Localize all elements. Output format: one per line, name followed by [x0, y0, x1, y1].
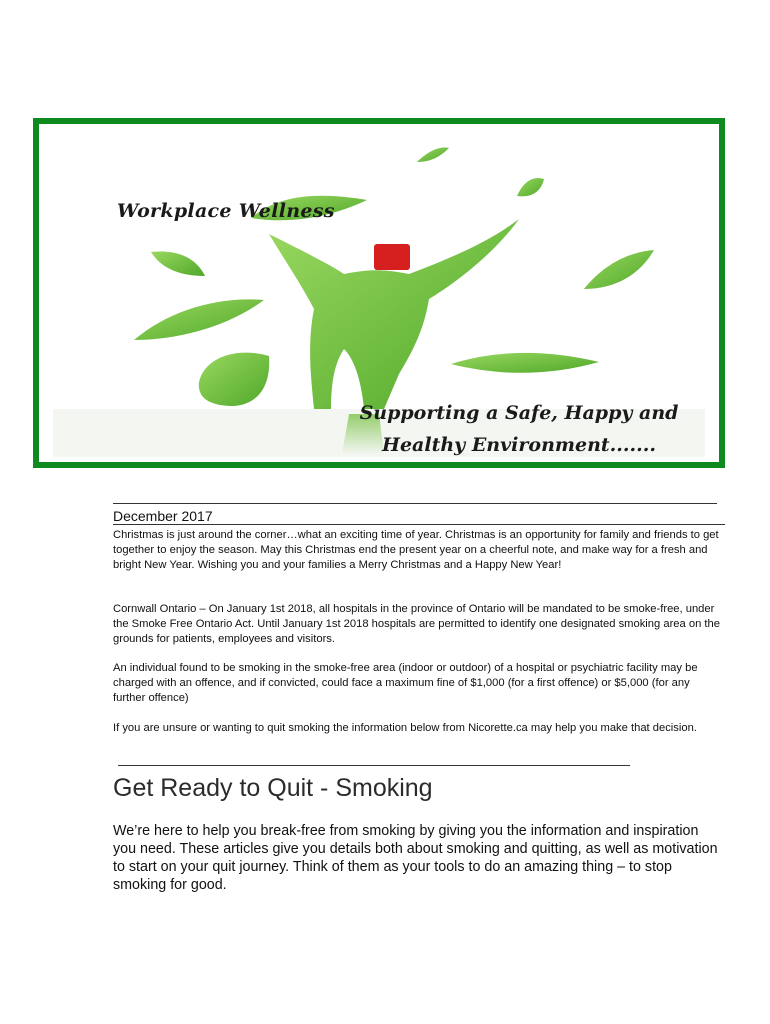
wellness-banner [33, 118, 725, 468]
paragraph-quit-info: If you are unsure or wanting to quit smoking the information below from Nicorette.ca may help you make that decision. [113, 722, 697, 734]
red-head-icon [374, 244, 410, 270]
paragraph-smoke-free-act: Cornwall Ontario – On January 1st 2018, all hospitals in the province of Ontario will be mandated to be smoke-free, under the Smoke Free Ontario Act. Until January 1st 2018 hospitals are permitted to identify one designated smoking area on the grounds for patients, employees and visitors. [113, 603, 720, 645]
leaf-icon [151, 251, 205, 276]
leaf-icon [517, 178, 544, 196]
banner-title: Workplace Wellness [117, 200, 335, 222]
leaf-icon [134, 299, 264, 340]
paragraph-christmas: Christmas is just around the corner…what an exciting time of year. Christmas is an opportunity for family and friends to get together to enjoy the season. May this Christmas end the present year on a cheerful note, and make way for a fresh and bright New Year. Wishing you and your families a Merry Christmas and a Happy New Year! [113, 529, 719, 571]
newsletter-date: December 2017 [113, 508, 213, 524]
leaf-icon [451, 353, 599, 373]
divider [113, 503, 717, 504]
leaf-icon [199, 353, 269, 406]
section-title: Get Ready to Quit - Smoking [113, 774, 433, 802]
leaf-icon [417, 148, 449, 162]
leaf-icon [584, 250, 654, 289]
banner-tagline: Supporting a Safe, Happy and Healthy Environment....... [359, 402, 679, 456]
divider [118, 765, 630, 766]
paragraph-fines: An individual found to be smoking in the smoke-free area (indoor or outdoor) of a hospital or psychiatric facility may be charged with an offence, and if convicted, could face a maximum fine of $1,000 (for a first offence) or $5,000 (for any further offence) [113, 662, 698, 704]
section-intro: We’re here to help you break-free from smoking by giving you the information and inspiration you need. These articles give you details both about smoking and quitting, as well as motivation to start on your quit journey. Think of them as your tools to do an amazing thing – to stop smoking for good. [113, 823, 718, 893]
divider [113, 524, 725, 525]
